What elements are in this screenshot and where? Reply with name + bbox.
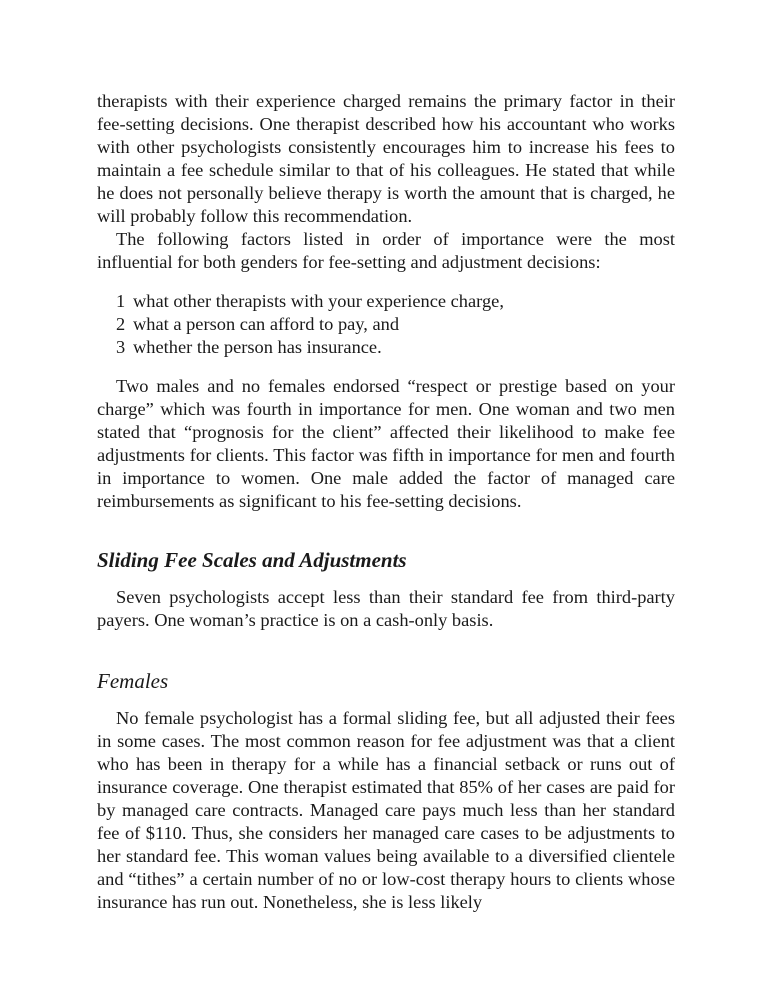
list-item-number: 1 <box>116 291 126 311</box>
document-page <box>97 90 675 914</box>
list-item-number: 3 <box>116 337 126 357</box>
list-item-number: 2 <box>116 314 126 334</box>
paragraph-fee-setting-continued: therapists with their experience charged remains the primary factor in their fee-setting decisions. One therapist described how his accountant who works with other psychologists consistently encourages him to increase his fees to maintain a fee schedule similar to that of his colleagues. He stated that while he does not personally believe therapy is worth the amount that is charged, he will probably follow this recommendation. <box>97 91 675 226</box>
paragraph-factors-intro: The following factors listed in order of importance were the most influential for both genders for fee-setting and adjustment decisions: <box>97 229 675 272</box>
list-item <box>116 313 675 336</box>
paragraph-females: No female psychologist has a formal sliding fee, but all adjusted their fees in some cases. The most common reason for fee adjustment was that a client who has been in therapy for a while has a financial setback or runs out of insurance coverage. One therapist estimated that 85% of her cases are paid for by managed care contracts. Managed care pays much less than her standard fee of $110. Thus, she considers her managed care cases to be adjustments to her standard fee. This woman values being available to a diversified clientele and “tithes” a certain number of no or low-cost therapy hours to clients whose insurance has run out. Nonetheless, she is less likely <box>97 708 675 912</box>
list-item-text: whether the person has insurance. <box>133 337 382 357</box>
list-item-text: what a person can afford to pay, and <box>133 314 400 334</box>
list-item <box>116 290 675 313</box>
paragraph-third-party: Seven psychologists accept less than their standard fee from third-party payers. One woman’s practice is on a cash-only basis. <box>97 587 675 630</box>
subsection-heading: Females <box>97 669 169 693</box>
list-item <box>116 336 675 359</box>
list-item-text: what other therapists with your experience charge, <box>133 291 504 311</box>
section-heading: Sliding Fee Scales and Adjustments <box>97 548 407 572</box>
paragraph-gender-differences: Two males and no females endorsed “respect or prestige based on your charge” which was fourth in importance for men. One woman and two men stated that “prognosis for the client” affected their likelihood to make fee adjustments for clients. This factor was fifth in importance for men and fourth in importance to women. One male added the factor of managed care reimbursements as significant to his fee-setting decisions. <box>97 376 675 511</box>
factors-list <box>116 290 675 359</box>
